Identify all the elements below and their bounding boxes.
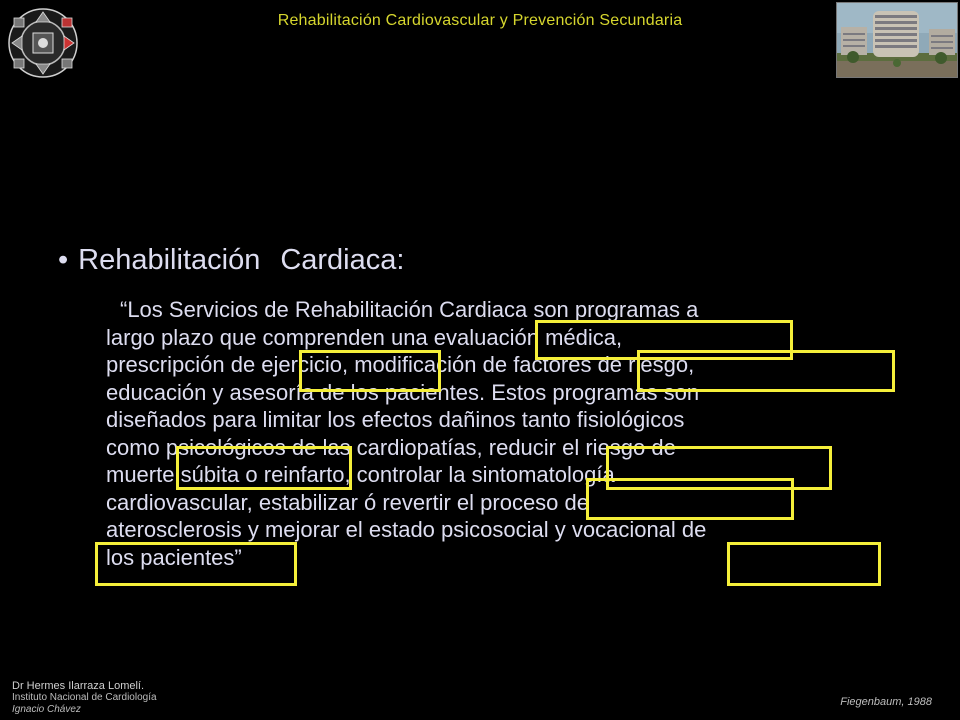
hospital-building-photo — [836, 2, 958, 78]
paragraph-line: aterosclerosis y mejorar el estado psicosocial y vocacional de — [106, 517, 707, 542]
heading-word-cardiaca: Cardiaca: — [280, 244, 405, 276]
paragraph-line: largo plazo que comprenden una evaluación médica, — [106, 324, 623, 350]
highlight-box-factores-de-riesgo — [637, 350, 895, 392]
heading-word-rehabilitacion: Rehabilitación — [78, 244, 261, 276]
institution-name: Instituto Nacional de Cardiología — [12, 692, 157, 703]
author-credit — [12, 680, 157, 716]
highlight-box-ejercicio — [299, 350, 441, 392]
paragraph-line: “Los Servicios de Rehabilitación Cardiaca son programas a — [120, 297, 699, 322]
highlight-box-vocacional — [727, 542, 881, 586]
definition-paragraph — [106, 296, 916, 571]
paragraph-line: prescripción de ejercicio, modificación de factores de riesgo, — [106, 352, 695, 377]
highlight-box-psicologicos — [176, 446, 352, 490]
paragraph-line: los pacientes” — [106, 544, 242, 570]
highlight-box-sintomatologia — [586, 478, 794, 520]
paragraph-line: como psicológicos de las cardiopatías, reducir el riesgo de — [106, 434, 676, 460]
bullet-point: • — [58, 244, 69, 276]
paragraph-line: cardiovascular, estabilizar ó revertir el proceso de — [106, 489, 590, 515]
institute-logo — [6, 6, 80, 80]
slide-heading — [58, 244, 404, 277]
paragraph-line: diseñados para limitar los efectos dañinos tanto fisiológicos — [106, 407, 685, 432]
paragraph-line: educación y asesoría de los pacientes. Estos programas son — [106, 379, 700, 405]
institution-subname: Ignacio Chávez — [12, 704, 81, 715]
paragraph-line: muerte súbita o reinfarto, controlar la sintomatología — [106, 462, 615, 487]
header-title: Rehabilitación Cardiovascular y Prevención Secundaria — [277, 12, 683, 29]
citation: Fiegenbaum, 1988 — [840, 696, 932, 708]
highlight-box-aterosclerosis — [95, 542, 297, 586]
author-name: Dr Hermes Ilarraza Lomelí. — [12, 680, 145, 692]
